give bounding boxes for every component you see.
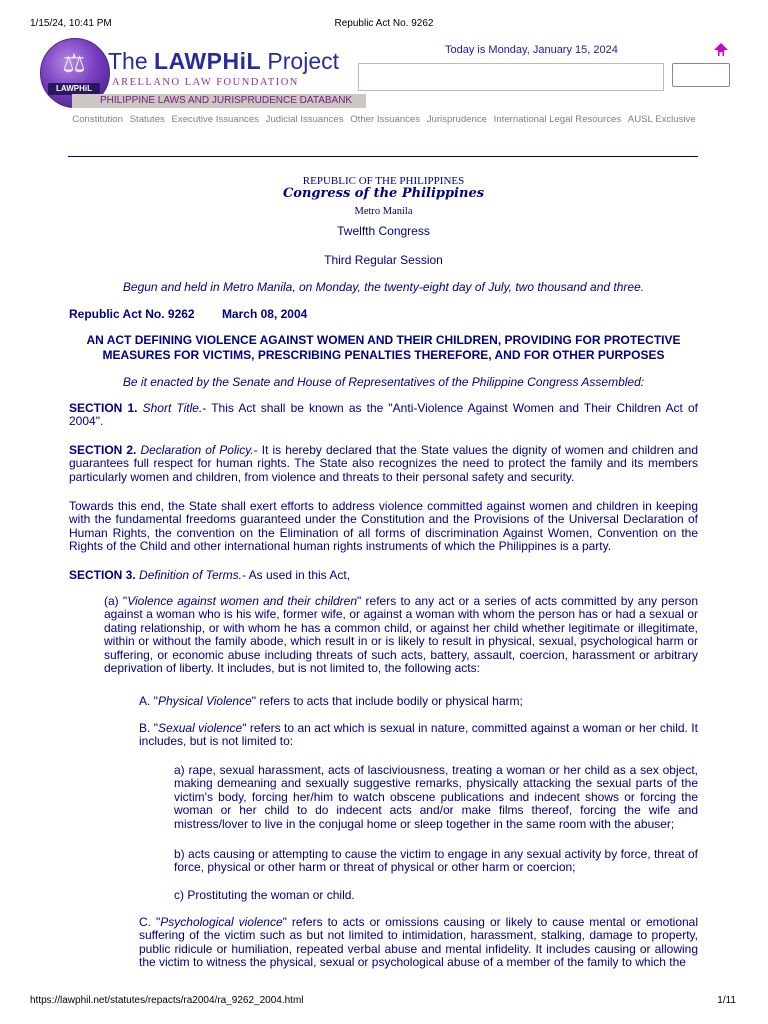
definition-psychological-prefix: C. " xyxy=(139,915,161,929)
act-title: AN ACT DEFINING VIOLENCE AGAINST WOMEN AND THEIR CHILDREN, PROVIDING FOR PROTECTIVE MEASURES FOR VICTIMS, PRESCRIBING PENALTIES THEREFORE, AND FOR OTHER PURPOSES xyxy=(86,333,681,362)
nav-ausl-exclusive[interactable]: AUSL Exclusive xyxy=(627,114,696,125)
congress-heading: Congress of the Philippines xyxy=(282,186,485,201)
definition-sexual xyxy=(139,722,698,749)
republic-heading: REPUBLIC OF THE PHILIPPINES xyxy=(302,175,465,187)
logo-the: The xyxy=(108,48,148,74)
print-page-number: 1/11 xyxy=(717,995,736,1006)
section-1-title: Short Title. xyxy=(142,401,203,415)
lawphil-logo[interactable] xyxy=(36,36,366,112)
congress-number: Twelfth Congress xyxy=(337,224,430,238)
nav-international-legal-resources[interactable]: International Legal Resources xyxy=(493,114,622,125)
sexual-item-b: b) acts causing or attempting to cause the victim to engage in any sexual activity by force, threat of force, physical or other harm or threat of physical or other harm or coercion; xyxy=(174,847,698,875)
section-1-text: - This Act shall be known as the "Anti-Violence Against Women and Their Children Act of 2004". xyxy=(69,401,698,429)
section-2 xyxy=(69,444,698,484)
definition-physical-prefix: A. " xyxy=(139,694,158,708)
section-3-text: - As used in this Act, xyxy=(241,568,351,582)
definition-physical-text: " refers to acts that include bodily or physical harm; xyxy=(251,694,523,708)
definition-sexual-prefix: B. " xyxy=(139,721,159,735)
section-1 xyxy=(69,402,698,429)
today-date: Today is Monday, January 15, 2024 xyxy=(445,44,618,56)
main-nav xyxy=(0,114,768,125)
sexual-item-c: c) Prostituting the woman or child. xyxy=(174,888,355,902)
definition-sexual-term: Sexual violence xyxy=(158,721,243,735)
nav-jurisprudence[interactable]: Jurisprudence xyxy=(426,114,487,125)
begun-text: Begun and held in Metro Manila, on Monday, the twenty-eight day of July, two thousand and three. xyxy=(122,280,645,294)
home-icon[interactable] xyxy=(712,41,730,59)
city-heading: Metro Manila xyxy=(354,206,413,217)
definition-sexual-text: " refers to an act which is sexual in nature, committed against a woman or her child. It includes, but is not limited to: xyxy=(139,721,698,749)
definition-a-term: Violence against women and their children xyxy=(127,594,358,608)
nav-executive-issuances[interactable]: Executive Issuances xyxy=(171,114,259,125)
definition-a-text: " refers to any act or a series of acts committed by any person against a woman who is his wife, former wife, or against a woman with whom the person has or had a sexual or dating relationship, or with whom he has a common child, or against her child whether legitimate or illegitimate, within or without the family abode, which result in or is likely to result in physical, sexual, psychological harm or suffering, or economic abuse including threats of such acts, battery, assault, coercion, harassment or arbitrary deprivation of liberty. It includes, but is not limited to, the following acts: xyxy=(104,594,698,676)
section-2-text: - It is hereby declared that the State values the dignity of women and children and guarantees full respect for human rights. The State also recognizes the need to protect the family and its members particularly women and children, from violence and threats to their personal safety and security. xyxy=(69,443,699,484)
definition-psychological-text: " refers to acts or omissions causing or likely to cause mental or emotional suffering of the victim such as but not limited to intimidation, harassment, stalking, damage to property, public ridicule or humiliation, repeated verbal abuse and mental infidelity. It includes causing or allowing the victim to witness the physical, sexual or psychological abuse of a member of the family to which the xyxy=(139,915,699,970)
nav-statutes[interactable]: Statutes xyxy=(129,114,165,125)
session-heading: Third Regular Session xyxy=(324,253,443,267)
section-2-head: SECTION 2. xyxy=(69,443,137,457)
definition-a-prefix: (a) " xyxy=(104,594,128,608)
logo-databank: PHILIPPINE LAWS AND JURISPRUDENCE DATABANK xyxy=(100,95,353,106)
logo-badge: LAWPHiL xyxy=(48,83,100,95)
logo-foundation: ARELLANO LAW FOUNDATION xyxy=(112,77,299,88)
nav-other-issuances[interactable]: Other Issuances xyxy=(350,114,421,125)
nav-constitution[interactable]: Constitution xyxy=(72,114,123,125)
definition-psychological xyxy=(139,916,698,970)
ra-number: Republic Act No. 9262 xyxy=(69,307,195,321)
print-title: Republic Act No. 9262 xyxy=(334,18,434,29)
sexual-item-a: a) rape, sexual harassment, acts of lasciviousness, treating a woman or her child as a sex object, making demeaning and sexually suggestive remarks, physically attacking the sexual parts of the victim's body, forcing her/him to watch obscene publications and indecent shows or forcing the woman or her child to do indecent acts and/or make films thereof, forcing the wife and mistress/lover to live in the conjugal home or sleep together in the same room with the abuser; xyxy=(174,763,698,831)
divider xyxy=(68,156,698,157)
print-url: https://lawphil.net/statutes/repacts/ra2004/ra_9262_2004.html xyxy=(30,995,304,1006)
definition-physical xyxy=(139,695,698,708)
act-number-line xyxy=(69,307,698,321)
definition-a xyxy=(104,595,698,675)
ra-date: March 08, 2004 xyxy=(221,307,308,321)
scales-of-justice-icon: ⚖ xyxy=(62,49,86,79)
search-input[interactable] xyxy=(358,63,664,91)
print-datetime: 1/15/24, 10:41 PM xyxy=(30,18,112,29)
logo-lawphil: LAWPHiL xyxy=(154,48,262,74)
section-1-head: SECTION 1. xyxy=(69,401,138,415)
section-3-head: SECTION 3. xyxy=(69,568,136,582)
section-2-paragraph-2: Towards this end, the State shall exert efforts to address violence committed against women and children in keeping with the fundamental freedoms guaranteed under the Constitution and the Provisions of the Universal Declaration of Human Rights, the convention on the Elimination of all forms of discrimination Against Women, Convention on the Rights of the Child and other international human rights instruments of which the Philippines is a party. xyxy=(69,499,698,554)
definition-physical-term: Physical Violence xyxy=(157,694,252,708)
nav-judicial-issuances[interactable]: Judicial Issuances xyxy=(265,114,344,125)
definition-psychological-term: Psychological violence xyxy=(160,915,283,929)
section-2-title: Declaration of Policy. xyxy=(140,443,254,457)
section-3-title: Definition of Terms. xyxy=(139,568,242,582)
logo-title xyxy=(108,48,339,75)
enacting-clause: Be it enacted by the Senate and House of Representatives of the Philippine Congress Assembled: xyxy=(122,375,645,389)
search-button[interactable] xyxy=(672,63,730,87)
section-3 xyxy=(69,569,698,582)
logo-project: Project xyxy=(267,48,340,74)
